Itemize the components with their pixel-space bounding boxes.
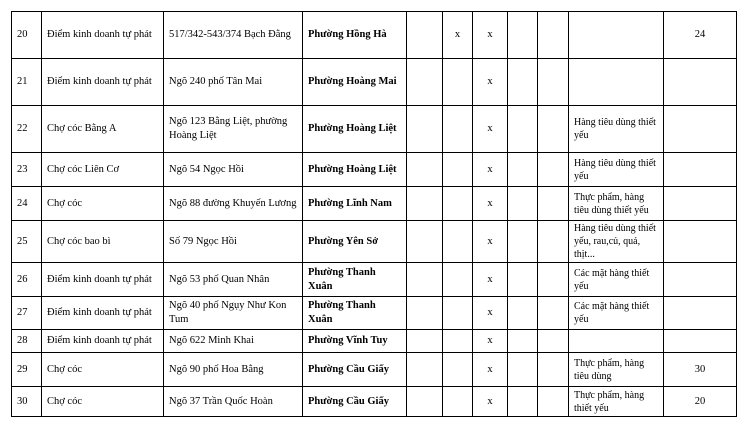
mark-col-4 — [508, 330, 538, 353]
mark-col-2 — [443, 153, 473, 187]
mark-col-5 — [538, 263, 569, 297]
mark-col-1 — [407, 263, 443, 297]
row-number: 29 — [12, 353, 42, 387]
table-row — [12, 12, 737, 59]
market-address: Ngõ 37 Trần Quốc Hoàn — [164, 387, 303, 417]
vendor-count: 30 — [664, 353, 737, 387]
mark-col-1 — [407, 221, 443, 263]
ward-name: Phường Hoàng Mai — [303, 59, 407, 106]
goods-type: Các mặt hàng thiết yếu — [569, 263, 664, 297]
mark-col-4 — [508, 387, 538, 417]
goods-type: Thực phẩm, hàng tiêu dùng thiết yếu — [569, 187, 664, 221]
mark-col-3: x — [473, 330, 508, 353]
market-name: Điểm kinh doanh tự phát — [42, 12, 164, 59]
market-address: Ngõ 240 phố Tân Mai — [164, 59, 303, 106]
row-number: 28 — [12, 330, 42, 353]
mark-col-5 — [538, 353, 569, 387]
vendor-count — [664, 106, 737, 153]
mark-col-2 — [443, 106, 473, 153]
mark-col-4 — [508, 59, 538, 106]
goods-type: Thực phẩm, hàng tiêu dùng — [569, 353, 664, 387]
mark-col-3: x — [473, 353, 508, 387]
mark-col-5 — [538, 297, 569, 330]
market-address: Ngõ 53 phố Quan Nhân — [164, 263, 303, 297]
table-row — [12, 353, 737, 387]
mark-col-4 — [508, 106, 538, 153]
row-number: 21 — [12, 59, 42, 106]
ward-name: Phường Hồng Hà — [303, 12, 407, 59]
market-name: Chợ cóc Bằng A — [42, 106, 164, 153]
table-row — [12, 106, 737, 153]
mark-col-1 — [407, 353, 443, 387]
ward-name: Phường Hoàng Liệt — [303, 106, 407, 153]
row-number: 22 — [12, 106, 42, 153]
ward-name: Phường Cầu Giấy — [303, 387, 407, 417]
vendor-count — [664, 263, 737, 297]
mark-col-5 — [538, 387, 569, 417]
mark-col-5 — [538, 187, 569, 221]
mark-col-3: x — [473, 12, 508, 59]
row-number: 23 — [12, 153, 42, 187]
table-row — [12, 263, 737, 297]
mark-col-5 — [538, 330, 569, 353]
mark-col-2 — [443, 221, 473, 263]
market-table — [11, 11, 737, 417]
mark-col-4 — [508, 221, 538, 263]
market-address: Ngõ 40 phố Ngụy Như Kon Tum — [164, 297, 303, 330]
market-address: Ngõ 622 Minh Khai — [164, 330, 303, 353]
market-name: Điểm kinh doanh tự phát — [42, 263, 164, 297]
table-row — [12, 297, 737, 330]
mark-col-3: x — [473, 387, 508, 417]
mark-col-2 — [443, 59, 473, 106]
goods-type — [569, 59, 664, 106]
mark-col-3: x — [473, 187, 508, 221]
table-row — [12, 387, 737, 417]
mark-col-3: x — [473, 106, 508, 153]
goods-type — [569, 12, 664, 59]
vendor-count — [664, 221, 737, 263]
vendor-count — [664, 187, 737, 221]
mark-col-1 — [407, 297, 443, 330]
mark-col-5 — [538, 59, 569, 106]
goods-type: Hàng tiêu dùng thiết yếu — [569, 106, 664, 153]
ward-name: Phường Yên Sở — [303, 221, 407, 263]
mark-col-2 — [443, 297, 473, 330]
ward-name: Phường Hoàng Liệt — [303, 153, 407, 187]
vendor-count: 20 — [664, 387, 737, 417]
market-address: Số 79 Ngọc Hồi — [164, 221, 303, 263]
market-name: Chợ cóc — [42, 187, 164, 221]
mark-col-3: x — [473, 297, 508, 330]
ward-name: Phường Thanh Xuân — [303, 297, 407, 330]
mark-col-3: x — [473, 221, 508, 263]
goods-type — [569, 330, 664, 353]
mark-col-2 — [443, 263, 473, 297]
vendor-count: 24 — [664, 12, 737, 59]
market-name: Điểm kinh doanh tự phát — [42, 59, 164, 106]
mark-col-3: x — [473, 59, 508, 106]
ward-name: Phường Lĩnh Nam — [303, 187, 407, 221]
mark-col-4 — [508, 153, 538, 187]
market-address: Ngõ 90 phố Hoa Bằng — [164, 353, 303, 387]
mark-col-1 — [407, 153, 443, 187]
row-number: 25 — [12, 221, 42, 263]
row-number: 24 — [12, 187, 42, 221]
mark-col-1 — [407, 12, 443, 59]
mark-col-1 — [407, 330, 443, 353]
market-name: Chợ cóc — [42, 387, 164, 417]
market-name: Chợ cóc — [42, 353, 164, 387]
mark-col-2 — [443, 353, 473, 387]
table-row — [12, 59, 737, 106]
vendor-count — [664, 153, 737, 187]
vendor-count — [664, 330, 737, 353]
table-row — [12, 330, 737, 353]
mark-col-2: x — [443, 12, 473, 59]
goods-type: Các mặt hàng thiết yếu — [569, 297, 664, 330]
mark-col-1 — [407, 387, 443, 417]
row-number: 27 — [12, 297, 42, 330]
mark-col-5 — [538, 221, 569, 263]
ward-name: Phường Thanh Xuân — [303, 263, 407, 297]
mark-col-1 — [407, 59, 443, 106]
table-row — [12, 221, 737, 263]
market-address: Ngõ 123 Bằng Liệt, phường Hoàng Liệt — [164, 106, 303, 153]
table-body — [12, 12, 737, 417]
table-row — [12, 187, 737, 221]
mark-col-1 — [407, 187, 443, 221]
mark-col-2 — [443, 387, 473, 417]
market-address: 517/342-543/374 Bạch Đằng — [164, 12, 303, 59]
mark-col-2 — [443, 187, 473, 221]
vendor-count — [664, 297, 737, 330]
mark-col-1 — [407, 106, 443, 153]
mark-col-4 — [508, 263, 538, 297]
ward-name: Phường Cầu Giấy — [303, 353, 407, 387]
vendor-count — [664, 59, 737, 106]
market-name: Điểm kinh doanh tự phát — [42, 330, 164, 353]
mark-col-2 — [443, 330, 473, 353]
mark-col-4 — [508, 353, 538, 387]
mark-col-3: x — [473, 153, 508, 187]
market-name: Điểm kinh doanh tự phát — [42, 297, 164, 330]
row-number: 26 — [12, 263, 42, 297]
goods-type: Hàng tiêu dùng thiết yếu, rau,củ, quả, thịt... — [569, 221, 664, 263]
mark-col-4 — [508, 12, 538, 59]
mark-col-4 — [508, 297, 538, 330]
mark-col-5 — [538, 12, 569, 59]
row-number: 20 — [12, 12, 42, 59]
mark-col-4 — [508, 187, 538, 221]
market-address: Ngõ 54 Ngọc Hồi — [164, 153, 303, 187]
ward-name: Phường Vĩnh Tuy — [303, 330, 407, 353]
goods-type: Thực phẩm, hàng thiết yếu — [569, 387, 664, 417]
market-name: Chợ cóc Liên Cơ — [42, 153, 164, 187]
goods-type: Hàng tiêu dùng thiết yếu — [569, 153, 664, 187]
market-address: Ngõ 88 đường Khuyến Lương — [164, 187, 303, 221]
mark-col-5 — [538, 153, 569, 187]
row-number: 30 — [12, 387, 42, 417]
table-row — [12, 153, 737, 187]
market-name: Chợ cóc bao bì — [42, 221, 164, 263]
mark-col-5 — [538, 106, 569, 153]
mark-col-3: x — [473, 263, 508, 297]
